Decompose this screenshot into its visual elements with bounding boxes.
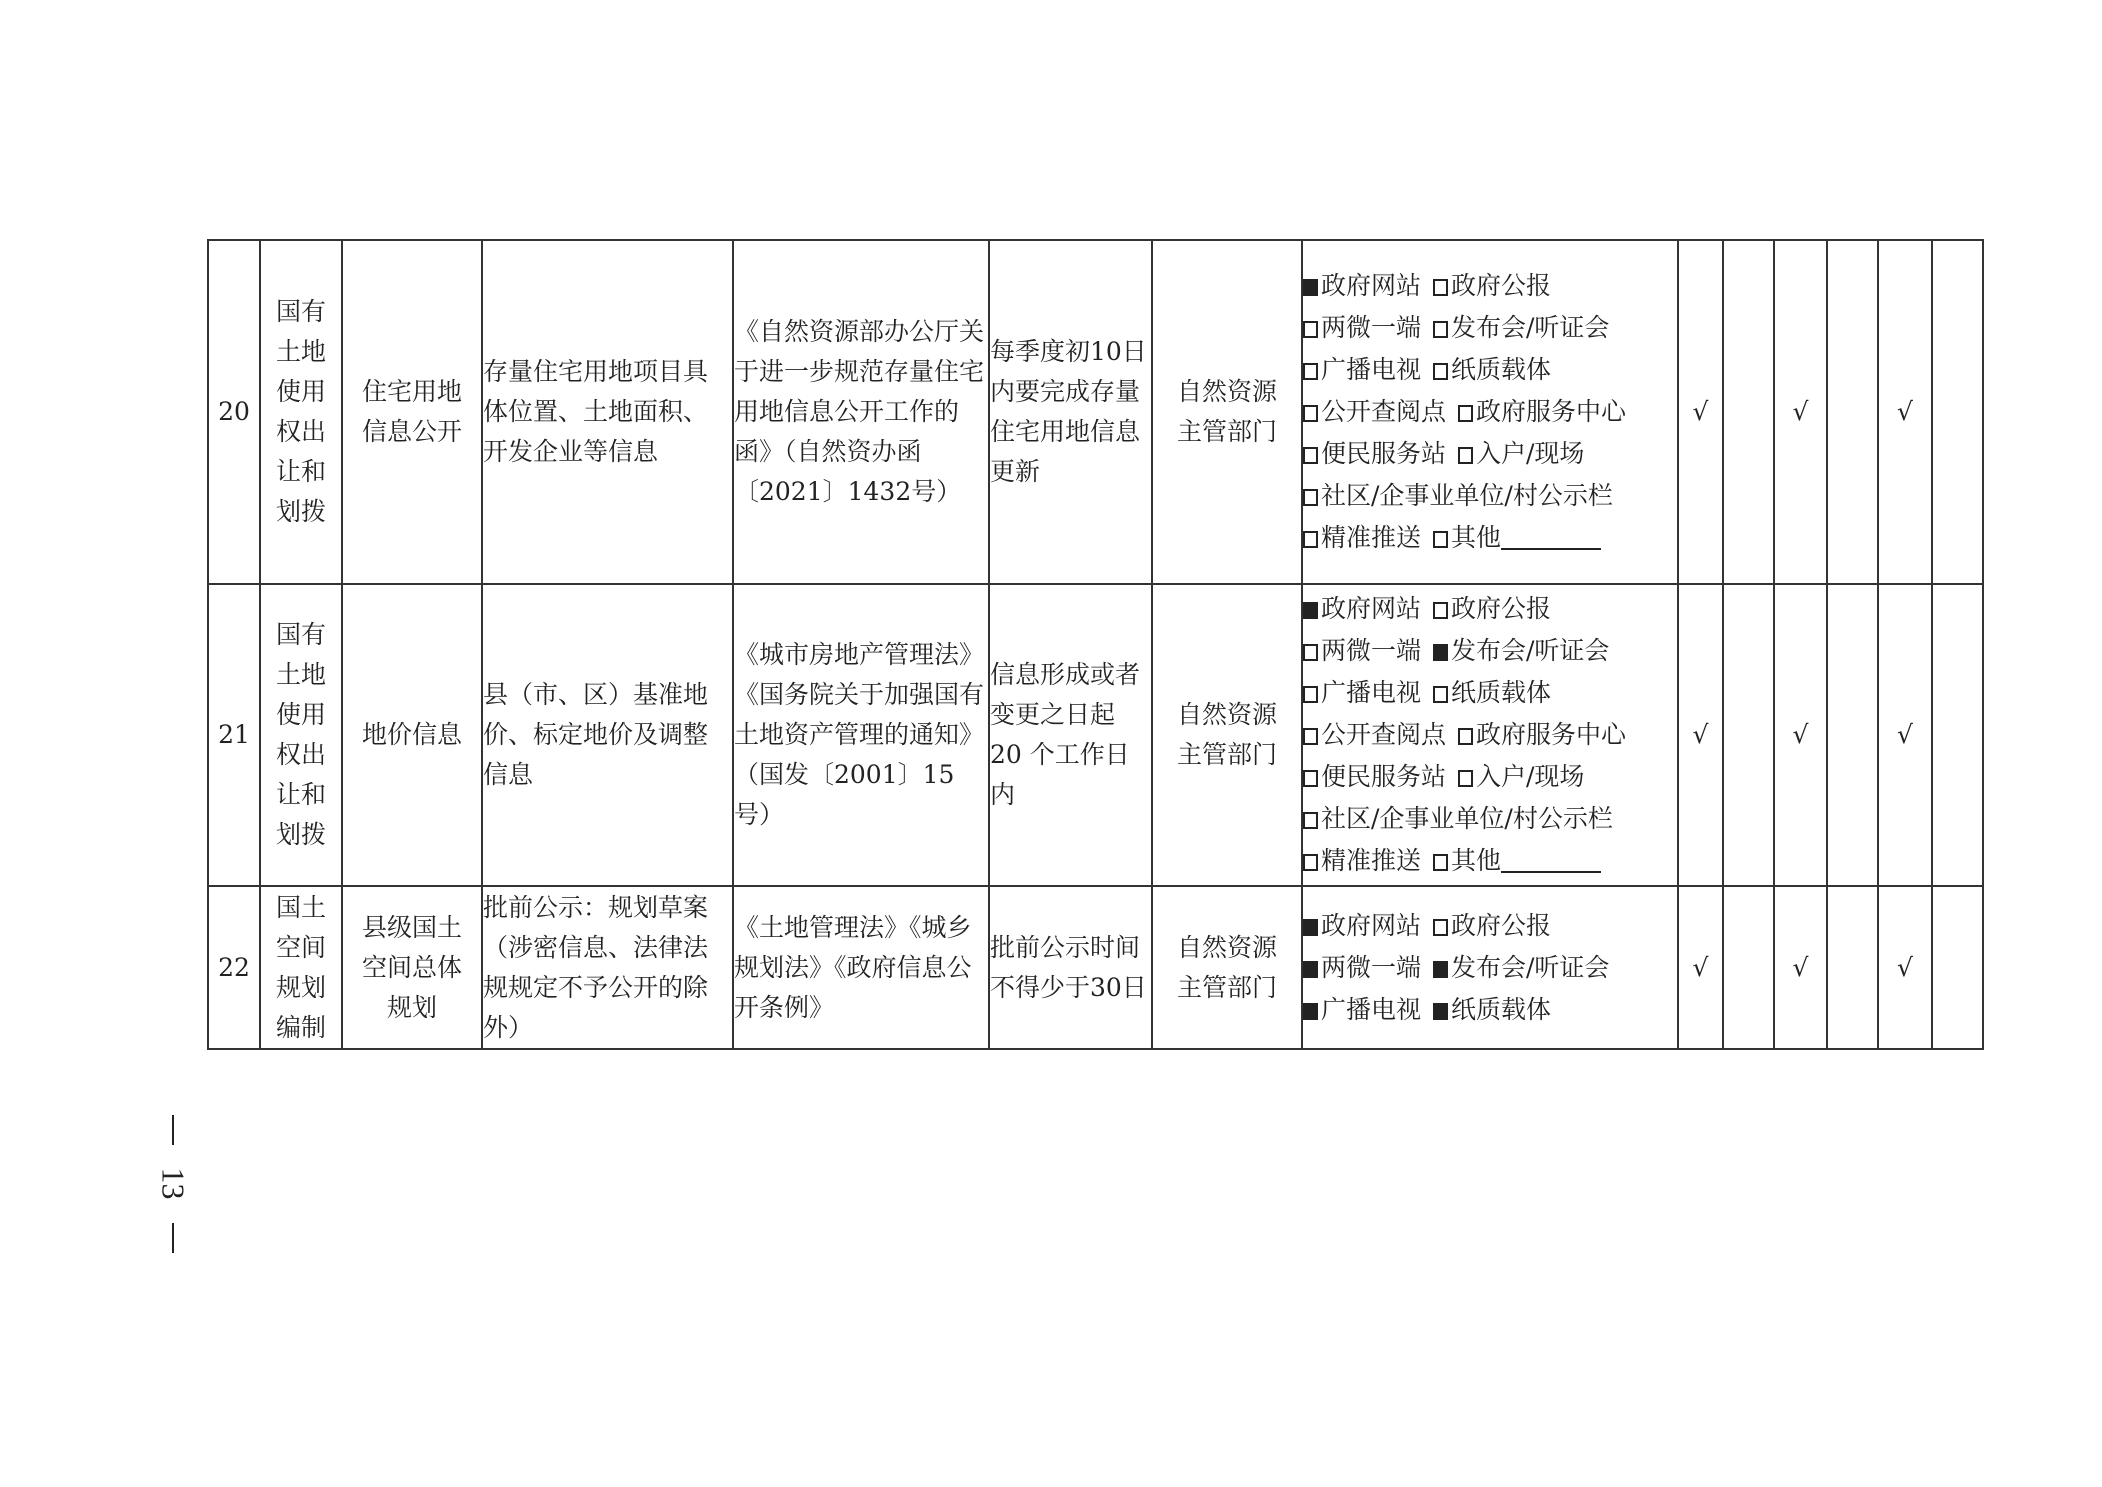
empty-box-icon: [1303, 405, 1318, 422]
channel-row: [1303, 517, 1677, 559]
empty-box-icon: [1303, 644, 1318, 661]
channel-row: [1303, 672, 1677, 714]
channel-option: [1433, 517, 1601, 559]
channel-option: [1303, 989, 1421, 1031]
channel-row: [1303, 714, 1677, 756]
channel-label: 发布会/听证会: [1450, 313, 1610, 342]
check-mark: √: [1878, 584, 1932, 886]
table-row: [208, 584, 1983, 886]
checked-box-icon: [1303, 961, 1318, 978]
channel-label: 广播电视: [1321, 678, 1422, 707]
channel-option: [1303, 714, 1446, 756]
channel-option: [1303, 588, 1421, 630]
channel-label: 两微一端: [1321, 952, 1422, 982]
empty-box-icon: [1303, 321, 1318, 338]
channel-row: [1303, 265, 1677, 307]
checked-box-icon: [1303, 1003, 1318, 1020]
row-number: 22: [208, 886, 260, 1049]
channel-label: 精准推送: [1321, 846, 1422, 875]
check-mark: √: [1678, 584, 1723, 886]
item-cell: [342, 886, 482, 1049]
category-line: 土地: [275, 660, 326, 689]
table-row: [208, 240, 1983, 584]
channel-option: [1303, 307, 1421, 349]
check-mark: √: [1878, 240, 1932, 584]
channel-label: 纸质载体: [1450, 994, 1551, 1024]
row-number: 21: [208, 584, 260, 886]
check-mark: [1723, 584, 1774, 886]
empty-box-icon: [1303, 770, 1318, 787]
category-line: 划拨: [275, 820, 326, 849]
channel-cell: [1302, 886, 1678, 1049]
channel-option: [1303, 905, 1421, 947]
channel-label: 社区/企事业单位/村公示栏: [1321, 481, 1613, 510]
channel-label: 政府公报: [1450, 910, 1551, 940]
channel-label: 政府公报: [1450, 271, 1551, 300]
channel-label: 其他: [1450, 846, 1501, 875]
category-cell: [260, 584, 342, 886]
time-limit-cell: 信息形成或者变更之日起 20 个工作日内: [989, 584, 1152, 886]
empty-box-icon: [1303, 812, 1318, 829]
channel-row: [1303, 630, 1677, 672]
department-cell: [1152, 240, 1302, 584]
channel-label: 发布会/听证会: [1450, 952, 1610, 982]
channel-row: [1303, 905, 1677, 947]
category-line: 使用: [275, 700, 326, 729]
channel-row: [1303, 475, 1677, 517]
empty-box-icon: [1303, 363, 1318, 380]
channel-label: 广播电视: [1321, 355, 1422, 384]
category-line: 权出: [275, 417, 326, 446]
department-line: 自然资源: [1176, 700, 1277, 729]
department-line: 主管部门: [1176, 740, 1277, 769]
time-limit-cell: 批前公示时间不得少于30日: [989, 886, 1152, 1049]
channel-option: [1433, 947, 1609, 989]
check-mark: [1827, 886, 1878, 1049]
department-line: 主管部门: [1176, 417, 1277, 446]
category-line: 让和: [275, 780, 326, 809]
channel-label: 入户/现场: [1475, 762, 1585, 791]
content-cell: 存量住宅用地项目具体位置、土地面积、开发企业等信息: [482, 240, 733, 584]
channel-option: [1303, 517, 1421, 559]
empty-box-icon: [1433, 919, 1448, 936]
channel-label: 两微一端: [1321, 636, 1422, 665]
empty-box-icon: [1458, 405, 1473, 422]
page-number-dash: [172, 1115, 174, 1145]
channel-label: 发布会/听证会: [1450, 636, 1610, 665]
checked-box-icon: [1433, 961, 1448, 978]
checked-box-icon: [1303, 919, 1318, 936]
category-line: 编制: [275, 1012, 326, 1042]
empty-box-icon: [1458, 447, 1473, 464]
category-line: 使用: [275, 377, 326, 406]
check-mark: [1932, 240, 1983, 584]
channel-label: 两微一端: [1321, 313, 1422, 342]
channel-row: [1303, 307, 1677, 349]
item-line: 空间总体: [361, 952, 462, 982]
category-cell: [260, 240, 342, 584]
channel-option: [1433, 672, 1551, 714]
channel-option: [1303, 349, 1421, 391]
basis-cell: 《自然资源部办公厅关于进一步规范存量住宅用地信息公开工作的函》（自然资办函〔2021〕1432号）: [733, 240, 989, 584]
channel-row: [1303, 840, 1677, 882]
department-line: 自然资源: [1176, 377, 1277, 406]
channel-option: [1303, 672, 1421, 714]
channel-cell: [1302, 584, 1678, 886]
channel-label: 政府服务中心: [1475, 720, 1626, 749]
channel-label: 广播电视: [1321, 994, 1422, 1024]
empty-box-icon: [1433, 686, 1448, 703]
check-mark: [1932, 886, 1983, 1049]
empty-box-icon: [1303, 447, 1318, 464]
item-line: 规划: [386, 992, 437, 1022]
disclosure-table-body: [208, 240, 1983, 1049]
channel-label: 便民服务站: [1321, 439, 1447, 468]
category-line: 权出: [275, 740, 326, 769]
page-number-text: 13: [155, 1167, 192, 1200]
item-cell: [342, 584, 482, 886]
check-mark: √: [1678, 886, 1723, 1049]
channel-option: [1303, 391, 1446, 433]
channel-option: [1458, 391, 1626, 433]
channel-option: [1303, 630, 1421, 672]
channel-label: 精准推送: [1321, 523, 1422, 552]
check-mark: [1932, 584, 1983, 886]
empty-box-icon: [1433, 854, 1448, 871]
channel-label: 纸质载体: [1450, 355, 1551, 384]
channel-option: [1433, 989, 1551, 1031]
channel-option: [1303, 475, 1613, 517]
channel-row: [1303, 989, 1677, 1031]
check-mark: √: [1774, 584, 1827, 886]
channel-label: 入户/现场: [1475, 439, 1585, 468]
check-mark: [1723, 240, 1774, 584]
check-mark: √: [1774, 886, 1827, 1049]
empty-box-icon: [1458, 770, 1473, 787]
content-cell: 县（市、区）基准地价、标定地价及调整信息: [482, 584, 733, 886]
category-line: 空间: [275, 932, 326, 962]
check-mark: √: [1878, 886, 1932, 1049]
check-mark: √: [1678, 240, 1723, 584]
empty-box-icon: [1303, 854, 1318, 871]
channel-option: [1303, 947, 1421, 989]
fill-in-blank: [1501, 847, 1601, 873]
channel-row: [1303, 947, 1677, 989]
page-number-dash: [172, 1223, 174, 1253]
basis-cell: 《城市房地产管理法》《国务院关于加强国有土地资产管理的通知》（国发〔2001〕15号）: [733, 584, 989, 886]
channel-cell: [1302, 240, 1678, 584]
department-line: 自然资源: [1176, 932, 1277, 962]
item-line: 住宅用地: [361, 377, 462, 406]
channel-row: [1303, 391, 1677, 433]
channel-option: [1433, 630, 1609, 672]
time-limit-cell: 每季度初10日内要完成存量住宅用地信息更新: [989, 240, 1152, 584]
channel-label: 政府公报: [1450, 594, 1551, 623]
empty-box-icon: [1433, 531, 1448, 548]
row-number: 20: [208, 240, 260, 584]
item-cell: [342, 240, 482, 584]
channel-row: [1303, 349, 1677, 391]
check-mark: [1827, 584, 1878, 886]
category-line: 让和: [275, 457, 326, 486]
department-cell: [1152, 886, 1302, 1049]
channel-label: 便民服务站: [1321, 762, 1447, 791]
channel-row: [1303, 588, 1677, 630]
empty-box-icon: [1433, 363, 1448, 380]
category-line: 土地: [275, 337, 326, 366]
channel-option: [1303, 265, 1421, 307]
channel-option: [1433, 840, 1601, 882]
item-line: 地价信息: [361, 720, 462, 749]
fill-in-blank: [1501, 524, 1601, 550]
channel-option: [1433, 905, 1551, 947]
channel-option: [1433, 588, 1551, 630]
channel-row: [1303, 798, 1677, 840]
channel-option: [1303, 756, 1446, 798]
category-line: 国有: [275, 297, 326, 326]
channel-label: 纸质载体: [1450, 678, 1551, 707]
checked-box-icon: [1433, 644, 1448, 661]
channel-option: [1303, 433, 1446, 475]
channel-option: [1458, 433, 1584, 475]
check-mark: [1723, 886, 1774, 1049]
empty-box-icon: [1458, 728, 1473, 745]
empty-box-icon: [1433, 279, 1448, 296]
channel-label: 其他: [1450, 523, 1501, 552]
empty-box-icon: [1433, 602, 1448, 619]
item-line: 信息公开: [361, 417, 462, 446]
check-mark: √: [1774, 240, 1827, 584]
basis-cell: 《土地管理法》《城乡规划法》《政府信息公开条例》: [733, 886, 989, 1049]
disclosure-table: [207, 239, 1984, 1050]
channel-row: [1303, 756, 1677, 798]
channel-label: 公开查阅点: [1321, 397, 1447, 426]
checked-box-icon: [1303, 279, 1318, 296]
checked-box-icon: [1433, 1003, 1448, 1020]
check-mark: [1827, 240, 1878, 584]
category-cell: [260, 886, 342, 1049]
channel-option: [1433, 349, 1551, 391]
channel-option: [1458, 714, 1626, 756]
item-line: 县级国土: [361, 912, 462, 942]
page-number: [150, 1115, 200, 1255]
department-line: 主管部门: [1176, 972, 1277, 1002]
channel-label: 政府网站: [1321, 271, 1422, 300]
content-cell: 批前公示：规划草案（涉密信息、法律法规规定不予公开的除外）: [482, 886, 733, 1049]
channel-label: 政府服务中心: [1475, 397, 1626, 426]
empty-box-icon: [1303, 728, 1318, 745]
channel-row: [1303, 433, 1677, 475]
category-line: 规划: [275, 972, 326, 1002]
empty-box-icon: [1303, 686, 1318, 703]
category-line: 国土: [275, 892, 326, 922]
channel-label: 社区/企事业单位/村公示栏: [1321, 804, 1613, 833]
category-line: 国有: [275, 620, 326, 649]
channel-option: [1433, 307, 1609, 349]
empty-box-icon: [1303, 531, 1318, 548]
channel-option: [1303, 798, 1613, 840]
channel-option: [1303, 840, 1421, 882]
channel-label: 公开查阅点: [1321, 720, 1447, 749]
channel-option: [1458, 756, 1584, 798]
channel-option: [1433, 265, 1551, 307]
category-line: 划拨: [275, 497, 326, 526]
empty-box-icon: [1433, 321, 1448, 338]
table-row: [208, 886, 1983, 1049]
channel-label: 政府网站: [1321, 594, 1422, 623]
empty-box-icon: [1303, 489, 1318, 506]
checked-box-icon: [1303, 602, 1318, 619]
channel-label: 政府网站: [1321, 910, 1422, 940]
department-cell: [1152, 584, 1302, 886]
